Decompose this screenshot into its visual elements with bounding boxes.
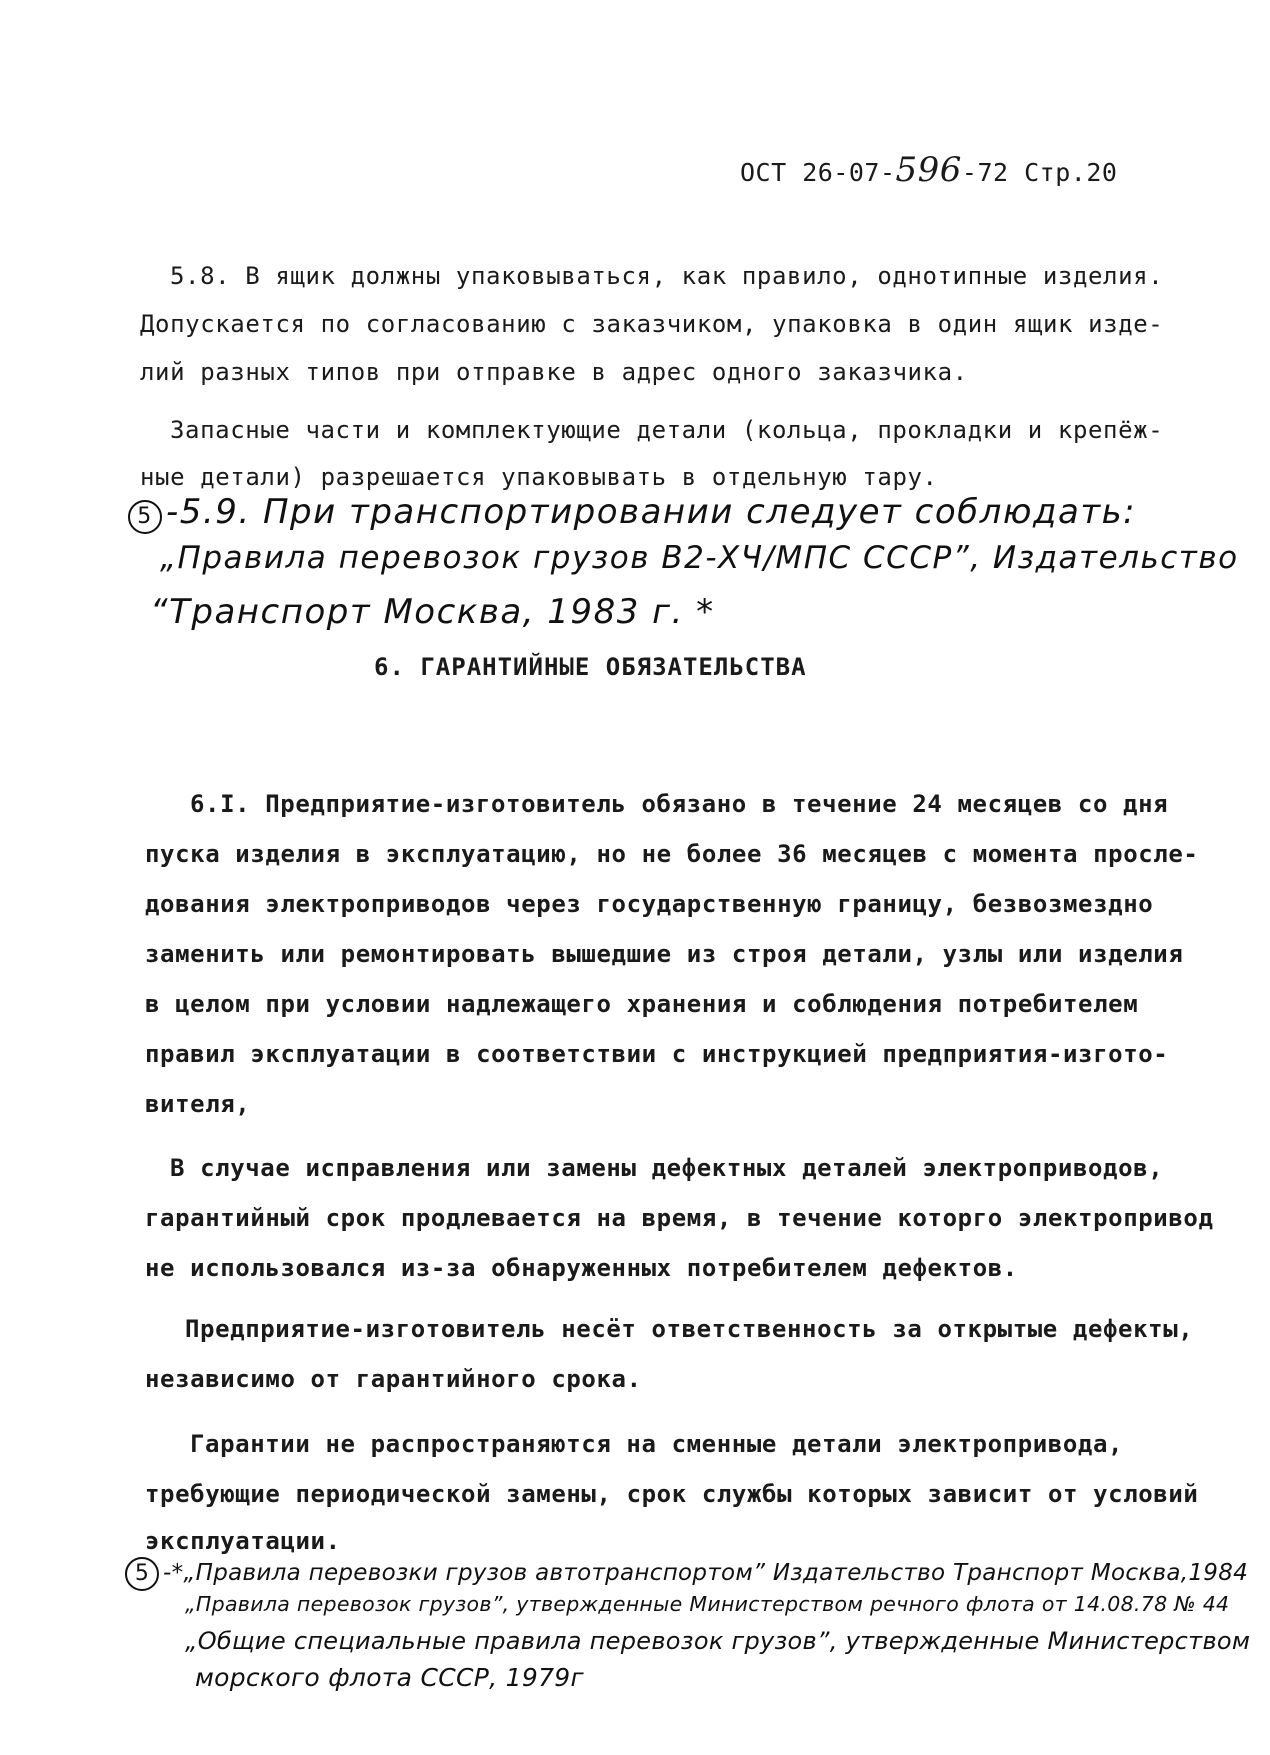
p61-line-1: 6.I. Предприятие-изготовитель обязано в течение 24 месяцев со дня: [190, 790, 1169, 818]
p61-line-4: заменить или ремонтировать вышедшие из строя детали, узлы или изделия: [145, 940, 1184, 968]
spare-parts-line-2: ные детали) разрешается упаковывать в отдельную тару.: [140, 463, 938, 491]
footnote-line-4: морского флота СССР, 1979г: [195, 1663, 584, 1692]
exclusion-line-2: требующие периодической замены, срок службы которых зависит от условий: [145, 1480, 1199, 1508]
revision-mark: 5: [128, 500, 162, 534]
standard-prefix: ОСТ 26-07-: [740, 158, 896, 187]
handwritten-59-line-2: „Правила перевозок грузов В2-ХЧ/МПС СССР”, Издательство: [160, 540, 1239, 576]
repair-line-2: гарантийный срок продлевается на время, в течение которго электропривод: [145, 1204, 1214, 1232]
p61-line-5: в целом при условии надлежащего хранения и соблюдения потребителем: [145, 990, 1139, 1018]
repair-line-3: не использовался из-за обнаруженных потребителем дефектов.: [145, 1254, 1018, 1282]
handwritten-59-line-3: “Транспорт Москва, 1983 г. *: [150, 592, 715, 632]
p58-line-1: 5.8. В ящик должны упаковываться, как правило, однотипные изделия.: [170, 262, 1164, 290]
p61-line-6: правил эксплуатации в соответствии с инструкцией предприятия-изгото-: [145, 1040, 1169, 1068]
standard-suffix-page: -72 Стр.20: [961, 158, 1118, 187]
section-6-heading: 6. ГАРАНТИЙНЫЕ ОБЯЗАТЕЛЬСТВА: [374, 653, 807, 681]
p61-line-2: пуска изделия в эксплуатацию, но не более 36 месяцев с момента просле-: [145, 840, 1199, 868]
handwritten-standard-number: 596: [895, 150, 962, 190]
liability-line-2: независимо от гарантийного срока.: [145, 1365, 642, 1393]
p58-line-3: лий разных типов при отправке в адрес одного заказчика.: [140, 358, 968, 386]
exclusion-line-3: эксплуатации.: [145, 1527, 341, 1555]
footnote-line-1: 5 -*„Правила перевозки грузов автотранспортом” Издательство Транспорт Москва,1984: [125, 1557, 1248, 1591]
p61-line-3: дования электроприводов через государственную границу, безвозмездно: [145, 890, 1154, 918]
handwritten-59-line-1: 5 -5.9. При транспортировании следует соблюдать:: [128, 492, 1136, 534]
footnote-revision-mark: 5: [125, 1557, 159, 1591]
p61-line-7: вителя,: [145, 1090, 251, 1118]
exclusion-line-1: Гарантии не распространяются на сменные детали электропривода,: [190, 1430, 1124, 1458]
repair-line-1: В случае исправления или замены дефектных деталей электроприводов,: [170, 1154, 1164, 1182]
page-header: [740, 150, 1117, 190]
footnote-line-3: „Общие специальные правила перевозок грузов”, утвержденные Министерством: [185, 1627, 1251, 1655]
p58-line-2: Допускается по согласованию с заказчиком, упаковка в один ящик изде-: [140, 310, 1164, 338]
spare-parts-line-1: Запасные части и комплектующие детали (кольца, прокладки и крепёж-: [170, 416, 1164, 444]
liability-line-1: Предприятие-изготовитель несёт ответственность за открытые дефекты,: [185, 1315, 1194, 1343]
footnote-line-2: „Правила перевозок грузов”, утвержденные Министерством речного флота от 14.08.78 № 44: [185, 1592, 1230, 1616]
